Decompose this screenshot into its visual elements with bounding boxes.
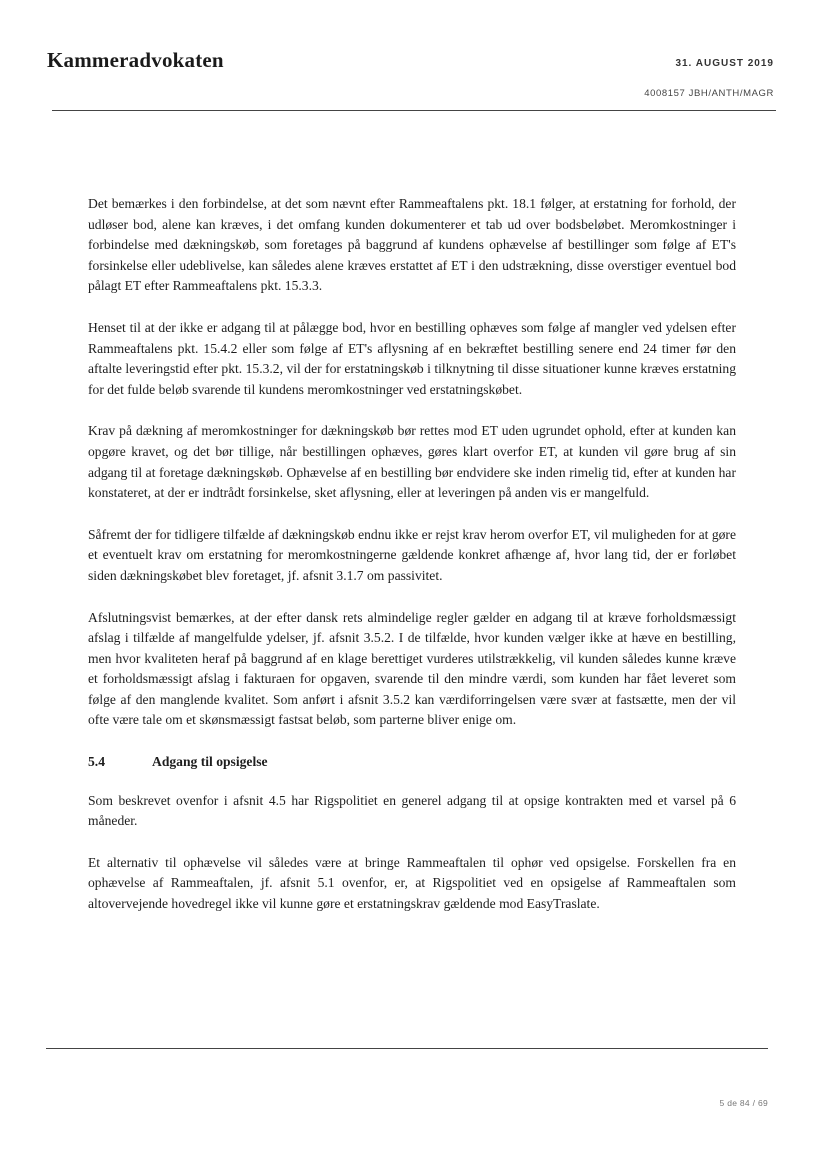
section-heading (88, 752, 736, 773)
paragraph: Krav på dækning af meromkostninger for dækningskøb bør rettes mod ET uden ugrundet ophold, efter at kunden kan opgøre kravet, og det bør tillige, når bestillingen ophæves, gøres klart overfor ET, at kunden vil gøre brug af sin adgang til at foretage dækningskøb. Ophævelse af en bestilling bør endvidere ske inden rimelig tid, efter at kunden har konstateret, at der er indtrådt forsinkelse, sket aflysning, eller at leveringen på anden vis er mangelfuld. (88, 423, 736, 501)
paragraph: Et alternativ til ophævelse vil således være at bringe Rammeaftalen til ophør ved opsigelse. Forskellen fra en ophævelse af Rammeaftalen, jf. afsnit 5.1 ovenfor, er, at Rigspolitiet ved en opsigelse af Rammeaftalen som altovervejende hovedregel ikke vil kunne gøre et erstatningskrav gældende mod EasyTraslate. (88, 854, 736, 912)
paragraph: Såfremt der for tidligere tilfælde af dækningskøb endnu ikke er rejst krav herom overfor ET, vil muligheden for at gøre et eventuelt krav om erstatning for meromkostningerne gældende konkret afhænge af, hvor lang tid, der er forløbet siden dækningskøbet blev foretaget, jf. afsnit 3.1.7 om passivitet. (88, 526, 736, 583)
section-number: 5.4 (88, 754, 105, 770)
footer-divider (46, 1048, 768, 1049)
paragraph: Det bemærkes i den forbindelse, at det som nævnt efter Rammeaftalens pkt. 18.1 følger, at erstatning for forhold, der udløser bod, alene kan kræves, i det omfang kunden dokumenterer et tab ud over bodsbeløbet. Meromkostninger i forbindelse med dækningskøb, som foretages på baggrund af kundens ophævelse af bestillinger som følge af ET's forsinkelse eller udeblivelse, kan således alene kræves erstattet af ET i den udstrækning, disse overstiger eventuel bod pålagt ET efter Rammeaftalens pkt. 15.3.3. (88, 196, 736, 294)
paragraph: Afslutningsvist bemærkes, at der efter dansk rets almindelige regler gælder en adgang til at kræve forholdsmæssigt afslag i tilfælde af mangelfulde ydelser, jf. afsnit 3.5.2. I de tilfælde, hvor kunden vælger ikke at hæve en bestilling, men hvor kvaliteten heraf på baggrund af en klage berettiget vurderes utilstrækkelig, vil kunden således kunne kræve et forholdsmæssigt afslag i fakturaen for opgaven, svarende til den mindre værdi, som kunden har fået leveret som følge af den manglende kvalitet. Som anført i afsnit 3.5.2 kan værdiforringelsen være svær at fastsætte, men der vil ofte være tale om et skønsmæssigt fastsat beløb, som parterne bliver enige om. (88, 609, 736, 728)
header-divider (52, 110, 776, 111)
document-body (88, 194, 736, 936)
section-title: Adgang til opsigelse (152, 754, 268, 770)
kammeradvokaten-logo: Kammeradvokaten (47, 48, 224, 72)
document-reference: 4008157 JBH/ANTH/MAGR (644, 88, 774, 99)
page-number: 5 de 84 / 69 (719, 1098, 768, 1108)
document-date: 31. AUGUST 2019 (675, 58, 774, 69)
paragraph: Henset til at der ikke er adgang til at pålægge bod, hvor en bestilling ophæves som følge af mangler ved ydelsen efter Rammeaftalens pkt. 15.4.2 eller som følge af ET's aflysning af en bekræftet bestilling senere end 24 timer før den aftalte leveringstid efter pkt. 15.3.2, vil der for erstatningskøb i tilknytning til disse situationer kunne kræves erstatning for det fulde beløb svarende til kundens meromkostninger ved erstatningskøbet. (88, 319, 736, 397)
paragraph: Som beskrevet ovenfor i afsnit 4.5 har Rigspolitiet en generel adgang til at opsige kontrakten med et varsel på 6 måneder. (88, 792, 736, 829)
